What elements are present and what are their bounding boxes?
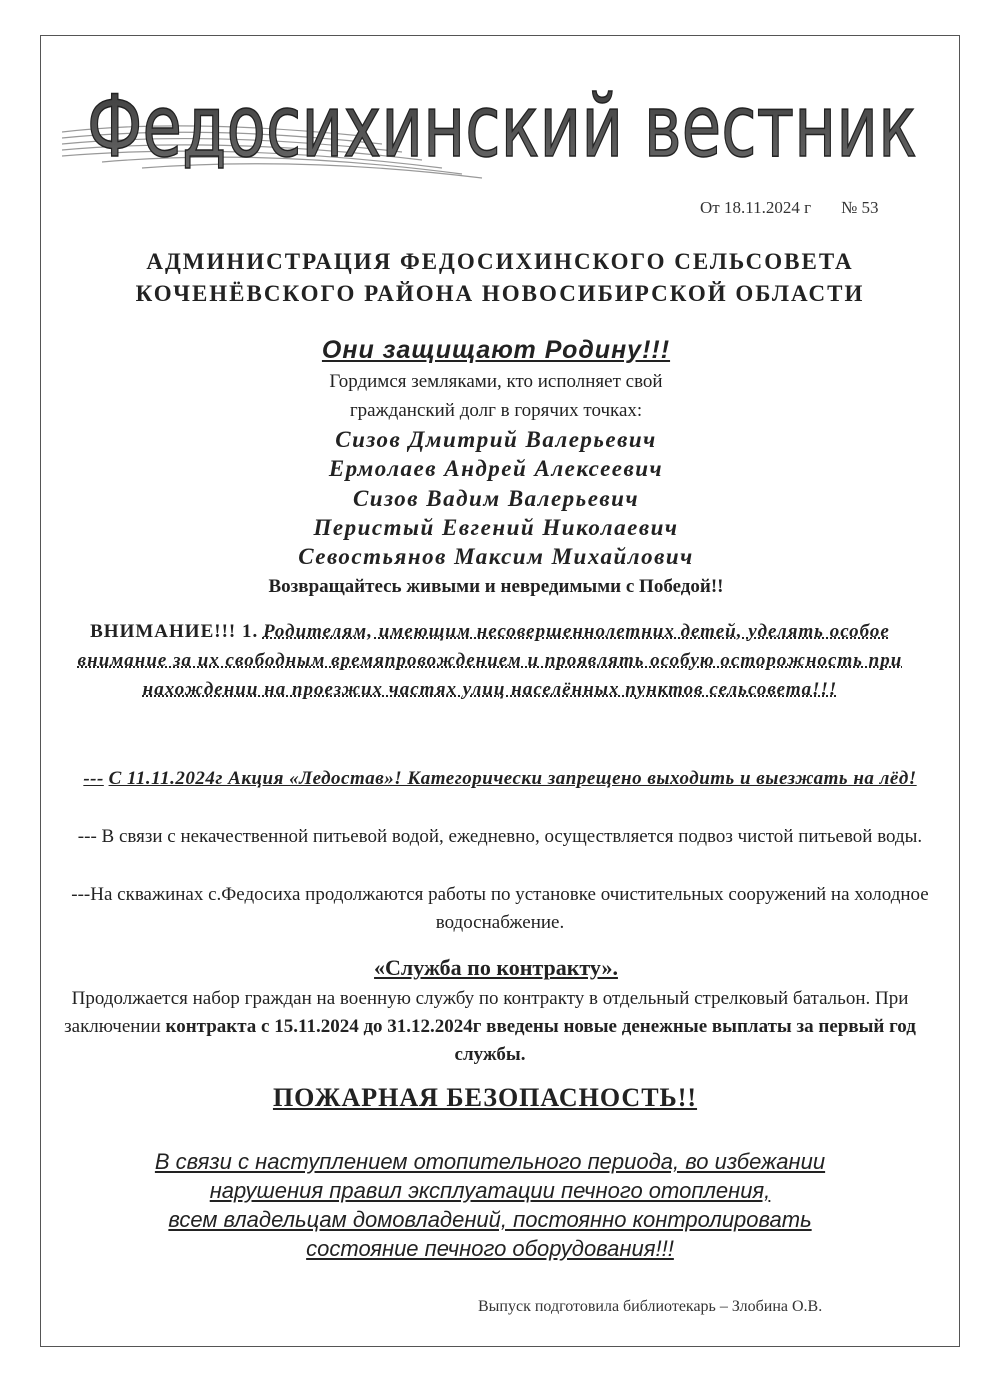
defender-name: Сизов Вадим Валерьевич [352, 486, 640, 511]
contract-text-plain: Продолжается набор граждан на военную службу по контракту в отдельный стрелковый батальон. При заключении [64, 988, 909, 1037]
issue-number: № 53 [841, 198, 879, 217]
masthead-title: Федосихинский вестник [87, 77, 917, 177]
contract-text-bold: контракта с 15.11.2024 до 31.12.2024г введены новые денежные выплаты за первый год службы. [165, 1016, 916, 1065]
fire-line: состояние печного оборудования!!! [306, 1236, 674, 1261]
fire-safety-text [60, 1147, 920, 1263]
defender-name: Севостьянов Максим Михайлович [298, 544, 694, 569]
attention-text: Родителям, имеющим несовершеннолетних детей, уделять особое внимание за их свободным времяпровождением и проявлять особую осторожность при нахождении на проезжих частях улиц населённых пунктов сельсовета!!! [77, 621, 903, 700]
ice-text: С 11.11.2024г Акция «Ледостав»! Категорически запрещено выходить и выезжать на лёд! [108, 768, 917, 789]
defenders-title: Они защищают Родину!!! [321, 336, 671, 364]
masthead [62, 44, 942, 194]
issue-info [700, 198, 879, 218]
admin-heading-line2: КОЧЕНЁВСКОГО РАЙОНА НОВОСИБИРСКОЙ ОБЛАСТИ [135, 281, 865, 306]
wells-notice: ---На скважинах с.Федосиха продолжаются работы по установке очистительных сооружений на холодное водоснабжение. [71, 884, 929, 933]
contract-text [50, 985, 930, 1069]
fire-line: В связи с наступлением отопительного периода, во избежании [154, 1149, 826, 1174]
defender-name: Сизов Дмитрий Валерьевич [335, 427, 657, 452]
attention-notice [60, 617, 920, 704]
contract-title: «Служба по контракту». [374, 955, 618, 980]
ice-notice [60, 765, 940, 793]
masthead-logo [62, 44, 942, 194]
admin-heading-line1: АДМИНИСТРАЦИЯ ФЕДОСИХИНСКОГО СЕЛЬСОВЕТА [146, 249, 854, 274]
fire-safety-title: ПОЖАРНАЯ БЕЗОПАСНОСТЬ!! [272, 1083, 698, 1112]
defender-name: Ермолаев Андрей Алексеевич [328, 456, 664, 481]
fire-line: нарушения правил эксплуатации печного отопления, [209, 1178, 771, 1203]
defenders-intro-line2: гражданский долг в горячих точках: [349, 400, 643, 421]
footer-credit: Выпуск подготовила библиотекарь – Злобина О.В. [478, 1298, 823, 1315]
defenders-intro-line1: Гордимся земляками, кто исполняет свой [329, 371, 663, 392]
defender-name: Перистый Евгений Николаевич [313, 515, 679, 540]
defenders-wish: Возвращайтесь живыми и невредимыми с Победой!! [268, 576, 724, 597]
fire-line: всем владельцам домовладений, постоянно контролировать [168, 1207, 812, 1232]
issue-date: От 18.11.2024 г [700, 198, 812, 217]
ice-dash: --- [83, 768, 104, 789]
attention-label: ВНИМАНИЕ!!! 1. [90, 621, 259, 642]
water-notice: --- В связи с некачественной питьевой водой, ежедневно, осуществляется подвоз чистой питьевой воды. [77, 826, 923, 847]
